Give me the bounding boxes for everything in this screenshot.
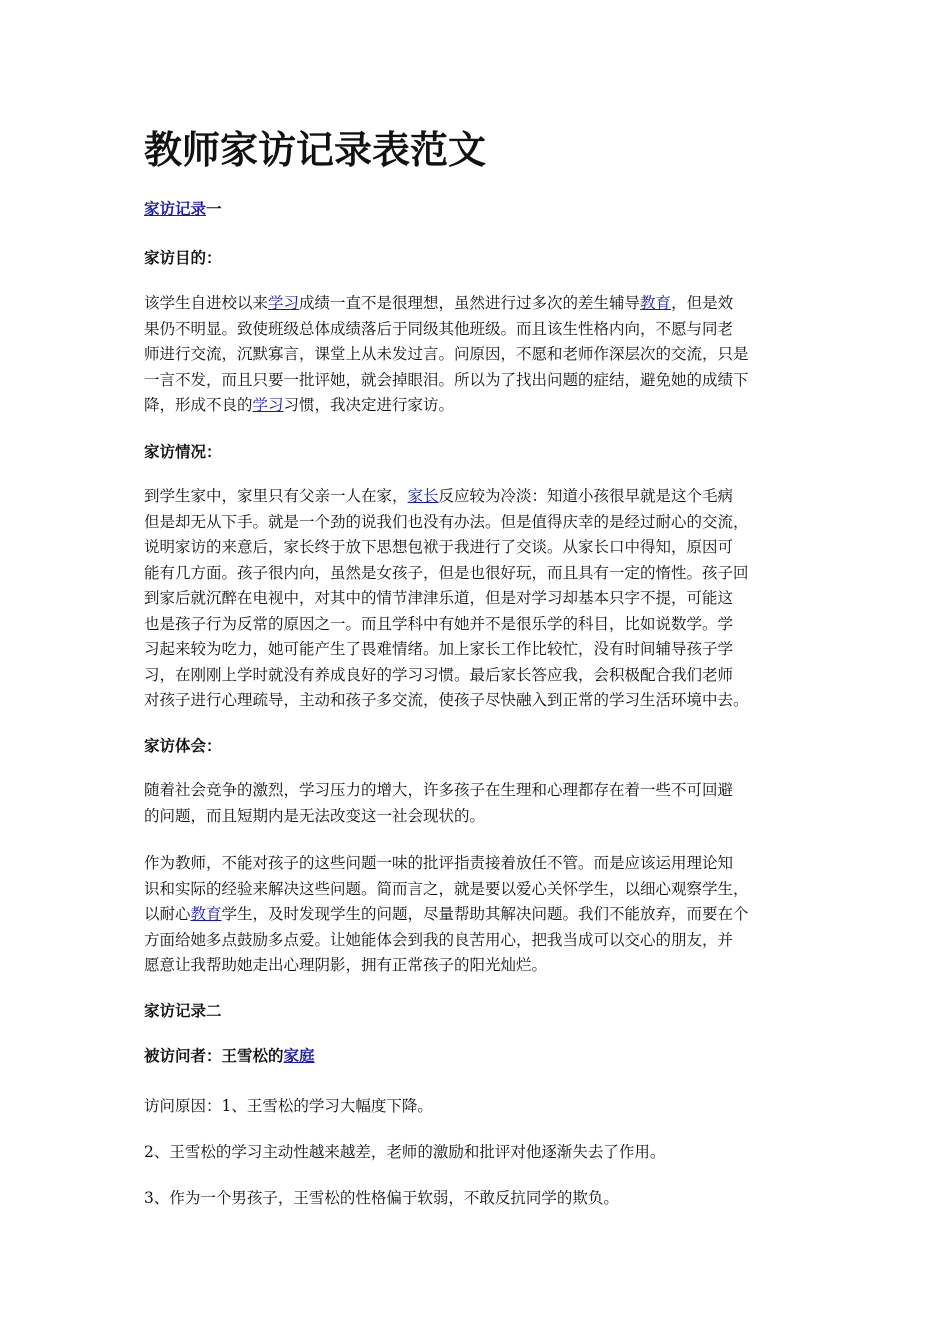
reflection-paragraph-2	[144, 851, 820, 979]
reason-3	[144, 1186, 820, 1212]
paragraph-line: 能有几方面。孩子很内向，虽然是女孩子，但是也很好玩，而且具有一定的惰性。孩子回	[144, 563, 749, 582]
inline-link[interactable]: 学习	[268, 294, 300, 312]
paragraph-line: 作为教师，不能对孩子的这些问题一味的批评指责接着放任不管。而是应该运用理论知	[144, 854, 734, 872]
record-1-heading	[144, 197, 222, 221]
family-link[interactable]: 家庭	[283, 1046, 315, 1065]
paragraph-line: 说明家访的来意后，家长终于放下思想包袱于我进行了交谈。从家长口中得知，原因可	[144, 538, 734, 556]
inline-link[interactable]: 教育	[640, 294, 672, 312]
paragraph-line: 对孩子进行心理疏导，主动和孩子多交流，使孩子尽快融入到正常的学习生活环境中去。	[144, 691, 749, 709]
purpose-heading: 家访目的：	[144, 248, 222, 267]
paragraph-line: 到学生家中，家里只有父亲一人在家，家长反应较为冷淡：知道小孩很早就是这个毛病	[144, 487, 734, 505]
situation-paragraph	[144, 484, 820, 714]
record-2-heading: 家访记录二	[144, 1001, 222, 1020]
paragraph-line: 师进行交流，沉默寡言，课堂上从未发过言。问原因，不愿和老师作深层次的交流，只是	[144, 345, 749, 363]
paragraph-line: 习起来较为吃力，她可能产生了畏难情绪。加上家长工作比较忙，没有时间辅导孩子学	[144, 640, 734, 658]
visitee-prefix: 被访问者：王雪松的	[144, 1046, 284, 1065]
paragraph-line: 的问题，而且短期内是无法改变这一社会现状的。	[144, 806, 486, 825]
reason-2-text: 2、王雪松的学习主动性越来越差，老师的激励和批评对他逐渐失去了作用。	[144, 1143, 666, 1161]
paragraph-line: 识和实际的经验来解决这些问题。简而言之，就是要以爱心关怀学生，以细心观察学生，	[144, 879, 749, 898]
document-title: 教师家访记录表范文	[144, 127, 487, 172]
paragraph-line: 随着社会竞争的激烈，学习压力的增大，许多孩子在生理和心理都存在着一些不可回避	[144, 781, 734, 799]
record-1-heading-suffix: 一	[206, 199, 222, 218]
paragraph-line: 方面给她多点鼓励多点爱。让她能体会到我的良苦用心，把我当成可以交心的朋友，并	[144, 930, 734, 949]
paragraph-line: 果仍不明显。致使班级总体成绩落后于同级其他班级。而且该生性格内向，不愿与同老	[144, 319, 734, 338]
inline-link[interactable]: 学习	[252, 396, 284, 414]
reason-2	[144, 1140, 820, 1166]
paragraph-line: 但是却无从下手。就是一个劲的说我们也没有办法。但是值得庆幸的是经过耐心的交流，	[144, 512, 749, 531]
visitee-line	[144, 1044, 315, 1068]
paragraph-line: 也是孩子行为反常的原因之一。而且学科中有她并不是很乐学的科目，比如说数学。学	[144, 614, 734, 633]
purpose-paragraph	[144, 291, 820, 419]
reason-3-text: 3、作为一个男孩子，王雪松的性格偏于软弱，不敢反抗同学的欺负。	[144, 1189, 619, 1207]
paragraph-line: 降，形成不良的学习习惯，我决定进行家访。	[144, 396, 455, 414]
inline-link[interactable]: 家长	[407, 487, 439, 505]
inline-link[interactable]: 教育	[190, 905, 222, 923]
paragraph-line: 愿意让我帮助她走出心理阴影，拥有正常孩子的阳光灿烂。	[144, 956, 548, 974]
paragraph-line: 到家后就沉醉在电视中，对其中的情节津津乐道，但是对学习却基本只字不提，可能这	[144, 589, 734, 607]
paragraph-line: 该学生自进校以来学习成绩一直不是很理想，虽然进行过多次的差生辅导教育，但是效	[144, 294, 734, 312]
reason-1	[144, 1094, 820, 1120]
reason-1-text: 访问原因：1、王雪松的学习大幅度下降。	[144, 1097, 433, 1115]
reflection-heading: 家访体会：	[144, 736, 222, 755]
situation-heading: 家访情况：	[144, 442, 222, 461]
paragraph-line: 一言不发，而且只要一批评她，就会掉眼泪。所以为了找出问题的症结，避免她的成绩下	[144, 370, 749, 389]
paragraph-line: 以耐心教育学生，及时发现学生的问题，尽量帮助其解决问题。我们不能放弃，而要在个	[144, 905, 749, 923]
home-visit-record-link[interactable]: 家访记录	[144, 199, 207, 218]
reflection-paragraph-1	[144, 778, 820, 829]
paragraph-line: 习，在刚刚上学时就没有养成良好的学习习惯。最后家长答应我，会积极配合我们老师	[144, 665, 734, 684]
